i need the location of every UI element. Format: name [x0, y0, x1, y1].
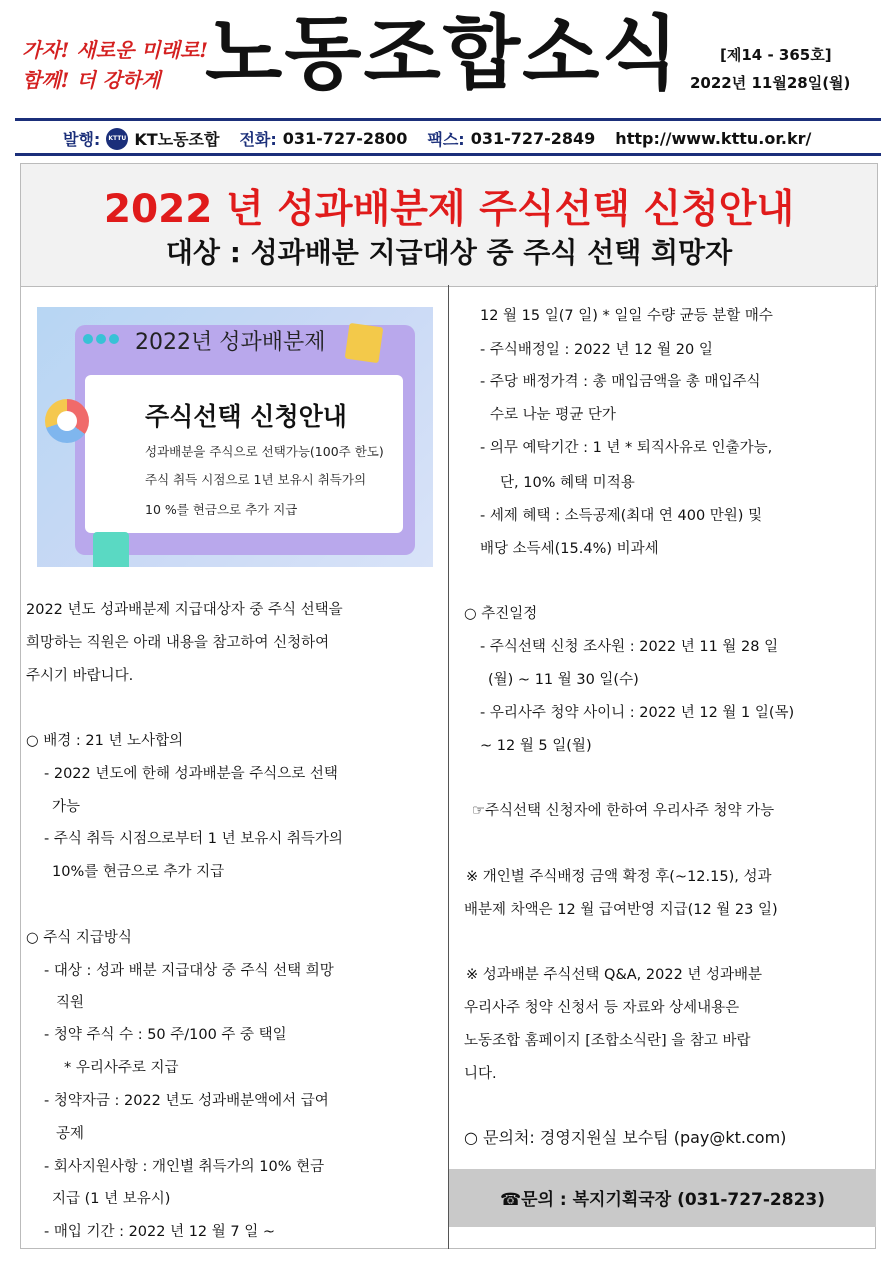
section-heading-method: ○ 주식 지급방식: [26, 930, 132, 946]
list-item: - 주식배정일 : 2022 년 12 월 20 일: [480, 342, 713, 358]
headline-subtitle: 대상 : 성과배분 지급대상 중 주식 선택 희망자: [165, 236, 733, 269]
slogan-line-1: 가자! 새로운 미래로!: [22, 38, 209, 62]
newsletter-title: 노동조합소식: [205, 7, 681, 100]
section-heading-background: ○ 배경 : 21 년 노사합의: [26, 733, 184, 749]
issue-date: 2022년 11월28일(월): [690, 74, 851, 92]
fax-number: 031-727-2849: [470, 129, 596, 148]
section-heading-schedule: ○ 추진일정: [464, 606, 538, 622]
list-item-continued: 가능: [52, 799, 81, 815]
note-line: 니다.: [464, 1066, 497, 1082]
note-line: ※ 성과배분 주식선택 Q&A, 2022 년 성과배분: [466, 967, 763, 983]
list-item: - 주당 배정가격 : 총 매입금액을 총 매입주식: [480, 374, 761, 390]
list-item-continued: 10%를 현금으로 추가 지급: [52, 864, 225, 880]
list-item-continued: 공제: [56, 1126, 85, 1142]
headline-box: [20, 163, 878, 287]
pie-chart-hole: [57, 411, 77, 431]
issue-number: [제14 - 365호]: [720, 46, 832, 64]
top-rule: [15, 118, 881, 121]
banner-title: 주식선택 신청안내: [145, 402, 347, 431]
list-item-continued: 직원: [56, 995, 85, 1011]
list-item-continued: (월) ~ 11 월 30 일(수): [488, 672, 639, 688]
list-item-continued: 단, 10% 혜택 미적용: [500, 475, 635, 491]
note-line: 우리사주 청약 신청서 등 자료와 상세내용은: [464, 1000, 740, 1016]
paragraph-line: 2022 년도 성과배분제 지급대상자 중 주식 선택을: [26, 602, 343, 618]
list-item: - 매입 기간 : 2022 년 12 월 7 일 ~: [44, 1224, 275, 1240]
tel-number: 031-727-2800: [282, 129, 408, 148]
paragraph-line: 주시기 바랍니다.: [26, 668, 134, 684]
list-item: - 우리사주 청약 사이니 : 2022 년 12 월 1 일(목): [480, 705, 795, 721]
list-item: - 주식 취득 시점으로부터 1 년 보유시 취득가의: [44, 831, 343, 847]
slogan-line-2: 함께! 더 강하게: [22, 68, 161, 92]
inquiry-line: ○ 문의처: 경영지원실 보수팀 (pay@kt.com): [464, 1128, 787, 1147]
list-item: - 의무 예탁기간 : 1 년 * 퇴직사유로 인출가능,: [480, 440, 773, 456]
note-line: ※ 개인별 주식배정 금액 확정 후(~12.15), 성과: [466, 869, 772, 885]
list-item-note: * 우리사주로 지급: [64, 1060, 179, 1076]
banner-line-2: 주식 취득 시점으로 1년 보유시 취득가의: [145, 472, 367, 487]
calendar-icon: [93, 532, 129, 567]
fax-label: 팩스:: [427, 130, 465, 149]
kttu-logo-icon: KTTU: [106, 128, 128, 150]
list-item-continued: 12 월 15 일(7 일) * 일일 수량 균등 분할 매수: [480, 308, 773, 324]
list-item-continued: 배당 소득세(15.4%) 비과세: [480, 541, 659, 557]
list-item: - 청약자금 : 2022 년도 성과배분액에서 급여: [44, 1093, 329, 1109]
list-item: - 회사지원사항 : 개인별 취득가의 10% 현금: [44, 1159, 325, 1175]
publisher-line: [63, 127, 811, 150]
list-item: - 2022 년도에 한해 성과배분을 주식으로 선택: [44, 766, 338, 782]
list-item: - 주식선택 신청 조사원 : 2022 년 11 월 28 일: [480, 639, 779, 655]
list-item: - 대상 : 성과 배분 지급대상 중 주식 선택 희망: [44, 963, 334, 979]
contact-bar: [449, 1169, 876, 1227]
tel-label: 전화:: [239, 130, 277, 149]
publisher-name: KT노동조합: [134, 130, 220, 149]
paragraph-line: 희망하는 직원은 아래 내용을 참고하여 신청하여: [26, 635, 330, 651]
notice-line: ☞주식선택 신청자에 한하여 우리사주 청약 가능: [472, 803, 775, 819]
note-line: 노동조합 홈페이지 [조합소식란] 을 참고 바랍: [464, 1033, 751, 1049]
bottom-rule: [15, 153, 881, 156]
banner-line-3: 10 %를 현금으로 추가 지급: [145, 502, 298, 517]
publisher-label: 발행:: [63, 130, 101, 149]
column-divider: [448, 285, 449, 1249]
list-item: - 세제 혜택 : 소득공제(최대 연 400 만원) 및: [480, 508, 763, 524]
list-item-continued: 지급 (1 년 보유시): [52, 1191, 171, 1207]
list-item-continued: ~ 12 월 5 일(월): [480, 738, 592, 754]
banner-year-title: 2022년 성과배분제: [135, 330, 326, 355]
headline-title: 2022 년 성과배분제 주식선택 신청안내: [103, 187, 795, 232]
contact-text: ☎문의 : 복지기획국장 (031-727-2823): [499, 1190, 826, 1210]
banner-image: [37, 307, 433, 567]
list-item: - 청약 주식 수 : 50 주/100 주 중 택일: [44, 1027, 287, 1043]
note-line: 배분제 차액은 12 월 급여반영 지급(12 월 23 일): [464, 902, 778, 918]
memo-note-icon: [345, 323, 384, 363]
banner-line-1: 성과배분을 주식으로 선택가능(100주 한도): [145, 444, 384, 459]
window-dots-icon: [83, 329, 122, 348]
website-link[interactable]: http://www.kttu.or.kr/: [615, 129, 812, 148]
list-item-continued: 수로 나눈 평균 단가: [490, 407, 616, 423]
